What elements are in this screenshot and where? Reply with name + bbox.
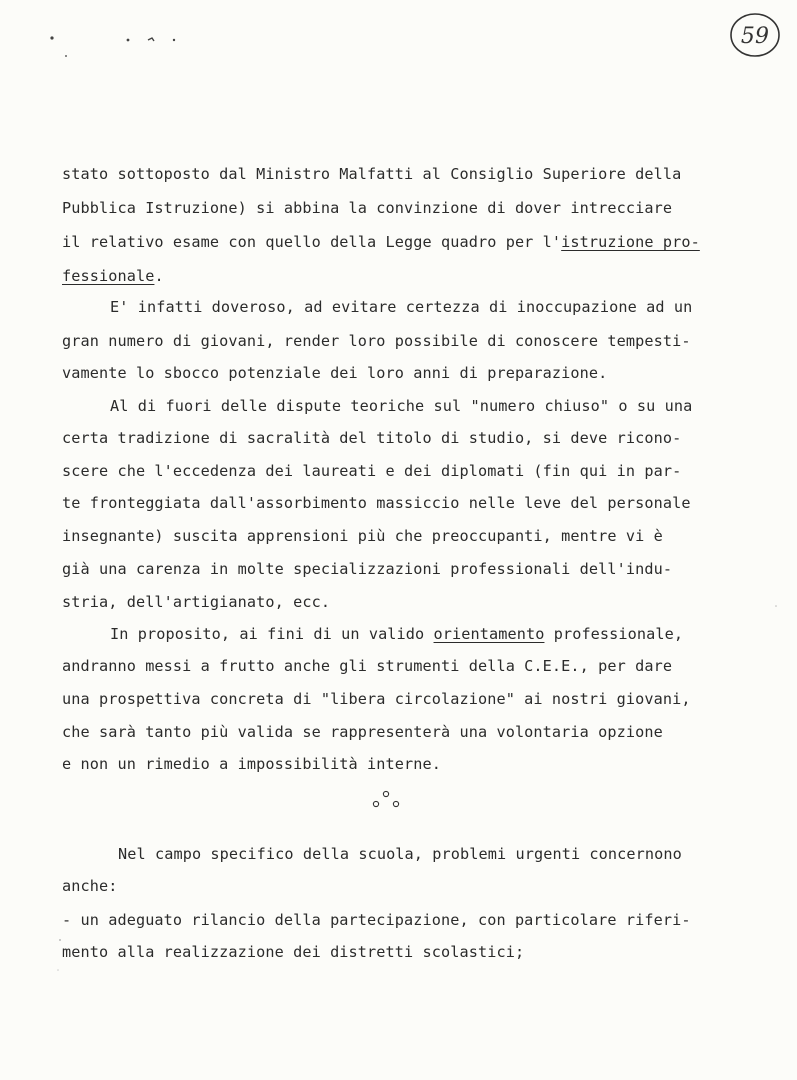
paragraph-3-line-6: già una carenza in molte specializzazioni professionali dell'indu- [62,560,673,578]
paragraph-1-line-4-end: . [154,267,164,285]
paragraph-2-line-2: gran numero di giovani, render loro possibile di conoscere tempesti- [62,332,691,350]
paragraph-5-line-2: anche: [62,877,118,895]
paragraph-4-line-5: e non un rimedio a impossibilità interne. [62,755,441,773]
paragraph-1-line-1: stato sottoposto dal Ministro Malfatti al Consiglio Superiore della [62,165,682,183]
paragraph-4-line-3: una prospettiva concreta di "libera circolazione" ai nostri giovani, [62,690,691,708]
paragraph-4-line-1-end: professionale, [544,625,684,643]
paragraph-1-line-3 [62,235,700,250]
paragraph-3-line-5: insegnante) suscita apprensioni più che preoccupanti, mentre vi è [62,527,663,545]
paragraph-3-line-7: stria, dell'artigianato, ecc. [62,593,331,611]
page-number: 59 [740,24,770,49]
paragraph-1-line-3-text: il relativo esame con quello della Legge quadro per l' [62,233,562,251]
paragraph-5-line-1: Nel campo specifico della scuola, problemi urgenti concernono [118,845,682,863]
page-number-stamp [728,10,784,62]
list-item-1-line-2: mento alla realizzazione dei distretti scolastici; [62,943,525,961]
paragraph-3-line-3: scere che l'eccedenza dei laureati e dei diplomati (fin qui in par- [62,462,682,480]
underlined-term-professionale: fessionale [62,267,155,285]
paragraph-4-line-1-start: In proposito, ai fini di un valido [110,625,434,643]
paragraph-1-line-4 [62,269,164,284]
underlined-term-orientamento: orientamento [433,625,545,643]
paragraph-2-line-3: vamente lo sbocco potenziale dei loro anni di preparazione. [62,364,608,382]
paragraph-2-line-1: E' infatti doveroso, ad evitare certezza di inoccupazione ad un [110,298,693,316]
paragraph-4-line-2: andranno messi a frutto anche gli strumenti della C.E.E., per dare [62,657,673,675]
list-item-1-line-1: - un adeguato rilancio della partecipazione, con particolare riferi- [62,911,691,929]
corner-marks [48,28,188,68]
underlined-term-istruzione: istruzione pro- [561,233,700,251]
paragraph-3-line-2: certa tradizione di sacralità del titolo di studio, si deve ricono- [62,429,682,447]
section-separator [368,788,408,818]
paragraph-4-line-1 [110,627,683,642]
paragraph-3-line-4: te fronteggiata dall'assorbimento massiccio nelle leve del personale [62,494,691,512]
paragraph-1-line-2: Pubblica Istruzione) si abbina la convinzione di dover intrecciare [62,199,673,217]
paragraph-3-line-1: Al di fuori delle dispute teoriche sul "numero chiuso" o su una [110,397,693,415]
paragraph-4-line-4: che sarà tanto più valida se rappresenterà una volontaria opzione [62,723,663,741]
